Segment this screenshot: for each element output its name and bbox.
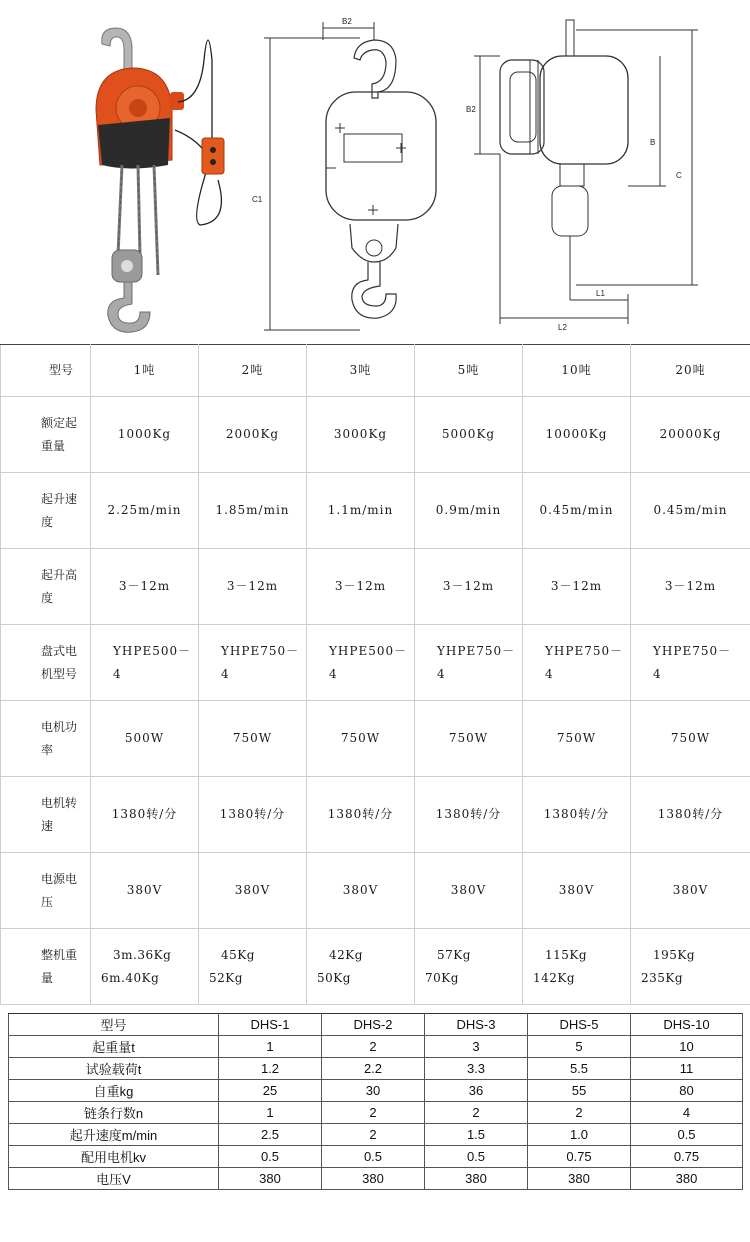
cell-line: 4 xyxy=(329,666,338,681)
spec-table-2-cell: 5.5 xyxy=(528,1058,631,1080)
bottom-hook-icon xyxy=(108,282,150,332)
cell-line: YHPE500－ xyxy=(113,643,192,658)
cell-line: 70Kg xyxy=(425,970,459,985)
spec-table-1-row xyxy=(1,929,750,1005)
spec-table-1-cell: 1380转/分 xyxy=(631,777,750,853)
row-label-line: 率 xyxy=(41,742,54,757)
spec-table-1-cell: 0.9m/min xyxy=(415,473,523,549)
spec-table-1-row xyxy=(1,473,750,549)
cell-line: 4 xyxy=(653,666,662,681)
dim-l2-label: L2 xyxy=(558,323,567,332)
spec-table-2-cell: 380 xyxy=(322,1168,425,1190)
row-label-line: 整机重 xyxy=(41,947,78,962)
spec-table-2-cell: 380 xyxy=(425,1168,528,1190)
cell-line: 3m.36Kg xyxy=(113,947,172,962)
dim-c-label: C xyxy=(676,171,682,180)
spec-table-1-cell: 1380转/分 xyxy=(415,777,523,853)
spec-table-2-header-cell: DHS-10 xyxy=(631,1014,743,1036)
spec-table-1-cell xyxy=(307,929,415,1005)
cell-line: YHPE750－ xyxy=(545,643,624,658)
spec-table-1-cell: 3－12m xyxy=(523,549,631,625)
cell-line: 4 xyxy=(545,666,554,681)
spec-table-2-cell: 2.5 xyxy=(219,1124,322,1146)
row-label-line: 电源电 xyxy=(41,871,78,886)
spec-table-1-cell: 1380转/分 xyxy=(523,777,631,853)
row-label-line: 额定起 xyxy=(41,415,78,430)
spec-table-1-header-cell: 3吨 xyxy=(307,345,415,397)
spec-table-2-cell: 2 xyxy=(322,1124,425,1146)
spec-table-1-cell: 380V xyxy=(91,853,199,929)
spec-table-1-cell xyxy=(523,625,631,701)
spec-table-2-cell: 3 xyxy=(425,1036,528,1058)
cell-line: 235Kg xyxy=(641,970,684,985)
pendant-control-icon xyxy=(202,138,224,174)
spec-table-1-cell xyxy=(199,625,307,701)
spec-table-2-header-cell: 型号 xyxy=(9,1014,219,1036)
row-label-line: 机型号 xyxy=(41,666,78,681)
spec-table-1-cell: 750W xyxy=(415,701,523,777)
spec-table-1-cell: 1.1m/min xyxy=(307,473,415,549)
spec-table-1-cell: 380V xyxy=(415,853,523,929)
spec-table-2-row xyxy=(9,1146,743,1168)
spec-table-2-row xyxy=(9,1080,743,1102)
hoist-photo xyxy=(96,28,224,332)
cell-line: YHPE500－ xyxy=(329,643,408,658)
spec-table-2-cell: 0.5 xyxy=(631,1124,743,1146)
spec-table-2-cell: 1 xyxy=(219,1102,322,1124)
spec-table-1-header-cell: 2吨 xyxy=(199,345,307,397)
spec-table-1-cell: 750W xyxy=(199,701,307,777)
spec-table-1-header-row xyxy=(1,345,750,397)
spec-table-1-cell: 0.45m/min xyxy=(523,473,631,549)
spec-table-1-cell: 3000Kg xyxy=(307,397,415,473)
spec-table-2-body xyxy=(9,1014,743,1190)
spec-table-1-cell xyxy=(631,929,750,1005)
spec-table-1-row-label xyxy=(1,473,91,549)
spec-table-2-cell: 380 xyxy=(631,1168,743,1190)
spec-table-2-cell: 1.0 xyxy=(528,1124,631,1146)
spec-table-1-cell: 1380转/分 xyxy=(91,777,199,853)
spec-table-1-cell: 380V xyxy=(523,853,631,929)
spec-table-1-cell: 3－12m xyxy=(307,549,415,625)
spec-table-1-header-cell: 5吨 xyxy=(415,345,523,397)
spec-table-1-cell: 3－12m xyxy=(199,549,307,625)
cell-line: 57Kg xyxy=(437,947,471,962)
row-label-line: 度 xyxy=(41,514,54,529)
spec-table-2 xyxy=(8,1013,743,1190)
spec-table-2-cell: 2 xyxy=(528,1102,631,1124)
row-label-line: 盘式电 xyxy=(41,643,78,658)
spec-table-1-cell: 5000Kg xyxy=(415,397,523,473)
spec-table-2-cell: 5 xyxy=(528,1036,631,1058)
spec-table-2-cell: 380 xyxy=(219,1168,322,1190)
cell-line: 50Kg xyxy=(317,970,351,985)
spec-table-1-cell: 2000Kg xyxy=(199,397,307,473)
spec-table-1-cell: 1380转/分 xyxy=(199,777,307,853)
cell-line: 4 xyxy=(221,666,230,681)
dim-c1-label: C1 xyxy=(252,195,263,204)
spec-table-2-cell: 3.3 xyxy=(425,1058,528,1080)
cell-line: 52Kg xyxy=(209,970,243,985)
spec-table-2-row-label: 起升速度m/min xyxy=(9,1124,219,1146)
spec-table-2-row-label: 电压V xyxy=(9,1168,219,1190)
spec-table-2-cell: 380 xyxy=(528,1168,631,1190)
spec-table-2-row-label: 链条行数n xyxy=(9,1102,219,1124)
row-label-line: 速 xyxy=(41,818,54,833)
row-label-line: 重量 xyxy=(41,438,66,453)
row-label-line: 起升高 xyxy=(41,567,78,582)
cell-line: YHPE750－ xyxy=(221,643,300,658)
dim-b2-top-label: B2 xyxy=(342,17,352,26)
spec-table-1-row-label xyxy=(1,777,91,853)
cell-line: 195Kg xyxy=(653,947,696,962)
spec-table-1-cell: 380V xyxy=(307,853,415,929)
spec-table-2-cell: 11 xyxy=(631,1058,743,1080)
row-label-line: 起升速 xyxy=(41,491,78,506)
spec-table-2-cell: 10 xyxy=(631,1036,743,1058)
spec-table-1-cell: 380V xyxy=(631,853,750,929)
spec-table-1-cell: 1000Kg xyxy=(91,397,199,473)
spec-table-2-row xyxy=(9,1102,743,1124)
spec-table-2-row-label: 配用电机kv xyxy=(9,1146,219,1168)
row-label-line: 量 xyxy=(41,970,54,985)
row-label-line: 压 xyxy=(41,894,54,909)
spec-table-1-cell: 750W xyxy=(631,701,750,777)
spec-table-2-cell: 0.5 xyxy=(425,1146,528,1168)
spec-table-1-cell xyxy=(415,929,523,1005)
spec-table-2-cell: 1 xyxy=(219,1036,322,1058)
spec-table-1-cell xyxy=(307,625,415,701)
row-label-line: 电机转 xyxy=(41,795,78,810)
spec-table-1-row xyxy=(1,777,750,853)
dim-l1-label: L1 xyxy=(596,289,605,298)
spec-table-2-cell: 55 xyxy=(528,1080,631,1102)
spec-table-2-cell: 0.5 xyxy=(219,1146,322,1168)
front-view-drawing xyxy=(264,22,436,330)
spec-table-1-row-label xyxy=(1,397,91,473)
spec-table-1-cell xyxy=(91,929,199,1005)
spec-table-1-row xyxy=(1,625,750,701)
spec-table-2-cell: 4 xyxy=(631,1102,743,1124)
spec-table-2-header-cell: DHS-2 xyxy=(322,1014,425,1036)
spec-table-2-cell: 2 xyxy=(425,1102,528,1124)
spec-table-1-header-cell: 20吨 xyxy=(631,345,750,397)
side-view-drawing xyxy=(474,20,698,324)
spec-table-1-cell xyxy=(91,625,199,701)
spec-table-1-cell: 3－12m xyxy=(91,549,199,625)
spec-table-1 xyxy=(0,344,750,1005)
cell-line: 4 xyxy=(113,666,122,681)
spec-table-2-cell: 1.2 xyxy=(219,1058,322,1080)
cell-line: 142Kg xyxy=(533,970,576,985)
spec-table-1-row-label xyxy=(1,929,91,1005)
cell-line: 4 xyxy=(437,666,446,681)
spec-table-2-cell: 36 xyxy=(425,1080,528,1102)
spec-table-2-cell: 25 xyxy=(219,1080,322,1102)
spec-table-1-cell xyxy=(631,625,750,701)
product-figures xyxy=(0,0,750,340)
spec-table-2-header-cell: DHS-3 xyxy=(425,1014,528,1036)
spec-table-1-cell: 500W xyxy=(91,701,199,777)
spec-table-2-cell: 1.5 xyxy=(425,1124,528,1146)
spec-table-1-row xyxy=(1,397,750,473)
spec-table-1-row-label xyxy=(1,549,91,625)
cell-line: 115Kg xyxy=(545,947,588,962)
row-label-line: 电机功 xyxy=(41,719,78,734)
spec-table-2-cell: 0.75 xyxy=(631,1146,743,1168)
spec-table-2-row xyxy=(9,1058,743,1080)
spec-table-1-cell: 1380转/分 xyxy=(307,777,415,853)
spec-table-2-header-cell: DHS-5 xyxy=(528,1014,631,1036)
spec-table-1-row xyxy=(1,853,750,929)
cell-line: 45Kg xyxy=(221,947,255,962)
spec-table-1-cell: 10000Kg xyxy=(523,397,631,473)
spec-table-2-row-label: 试验载荷t xyxy=(9,1058,219,1080)
cell-line: 6m.40Kg xyxy=(101,970,160,985)
spec-table-2-cell: 0.5 xyxy=(322,1146,425,1168)
spec-table-1-cell: 0.45m/min xyxy=(631,473,750,549)
row-label-line: 度 xyxy=(41,590,54,605)
spec-table-1-cell: 750W xyxy=(307,701,415,777)
spec-table-1-cell xyxy=(415,625,523,701)
spec-table-1-body xyxy=(1,345,750,1005)
spec-table-1-cell: 20000Kg xyxy=(631,397,750,473)
spec-table-2-row xyxy=(9,1168,743,1190)
dim-b-label: B xyxy=(650,138,656,147)
spec-table-1-cell xyxy=(199,929,307,1005)
spec-table-2-cell: 80 xyxy=(631,1080,743,1102)
spec-table-1-header-cell: 型号 xyxy=(1,345,91,397)
spec-table-1-cell: 3－12m xyxy=(415,549,523,625)
spec-table-1-row xyxy=(1,549,750,625)
spec-table-1-cell: 1.85m/min xyxy=(199,473,307,549)
spec-table-1-row-label xyxy=(1,701,91,777)
spec-table-1-cell: 380V xyxy=(199,853,307,929)
spec-table-1-cell: 750W xyxy=(523,701,631,777)
dim-b2-side-label: B2 xyxy=(466,105,476,114)
cell-line: YHPE750－ xyxy=(653,643,732,658)
spec-table-2-row xyxy=(9,1036,743,1058)
spec-table-2-cell: 2.2 xyxy=(322,1058,425,1080)
spec-table-2-cell: 30 xyxy=(322,1080,425,1102)
spec-table-1-row xyxy=(1,701,750,777)
spec-table-1-header-cell: 1吨 xyxy=(91,345,199,397)
spec-table-2-row xyxy=(9,1124,743,1146)
spec-table-2-row-label: 自重kg xyxy=(9,1080,219,1102)
spec-table-1-cell: 3－12m xyxy=(631,549,750,625)
spec-table-2-cell: 2 xyxy=(322,1102,425,1124)
spec-table-2-cell: 0.75 xyxy=(528,1146,631,1168)
spec-table-1-cell xyxy=(523,929,631,1005)
spec-table-2-cell: 2 xyxy=(322,1036,425,1058)
spec-table-2-header-row xyxy=(9,1014,743,1036)
spec-table-1-row-label xyxy=(1,853,91,929)
spec-table-1-row-label xyxy=(1,625,91,701)
spec-table-1-cell: 2.25m/min xyxy=(91,473,199,549)
cell-line: YHPE750－ xyxy=(437,643,516,658)
spec-table-2-row-label: 起重量t xyxy=(9,1036,219,1058)
cell-line: 42Kg xyxy=(329,947,363,962)
spec-table-2-header-cell: DHS-1 xyxy=(219,1014,322,1036)
spec-table-1-header-cell: 10吨 xyxy=(523,345,631,397)
